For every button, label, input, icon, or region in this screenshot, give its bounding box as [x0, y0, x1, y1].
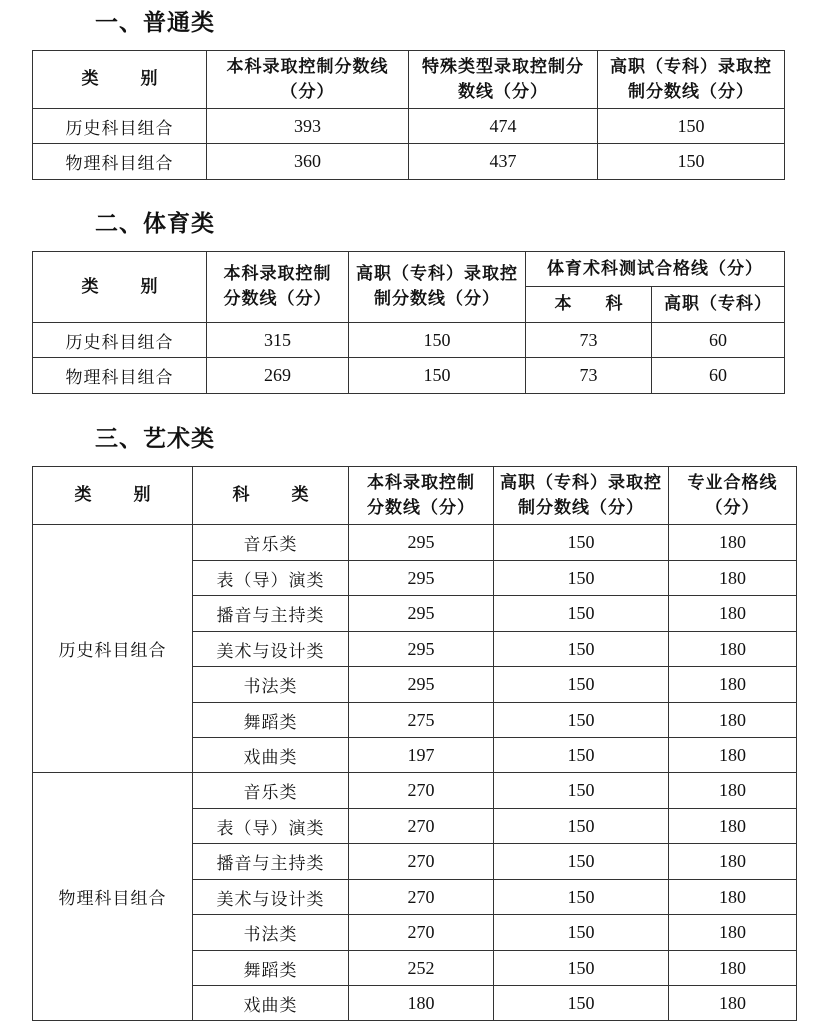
cell-bk: 295 — [349, 525, 494, 561]
cell-gz: 150 — [494, 844, 669, 880]
row-category: 历史科目组合 — [33, 525, 193, 773]
cell-gz: 150 — [598, 109, 785, 144]
cell-subject: 播音与主持类 — [193, 596, 349, 632]
cell-subject: 舞蹈类 — [193, 703, 349, 738]
cell-pro: 180 — [669, 596, 797, 632]
table-row — [33, 525, 797, 561]
cell-subject: 美术与设计类 — [193, 880, 349, 915]
cell-pro: 180 — [669, 809, 797, 844]
cell-bk: 270 — [349, 773, 494, 809]
row-category: 物理科目组合 — [33, 358, 207, 394]
row-category: 物理科目组合 — [33, 144, 207, 180]
cell-subject: 音乐类 — [193, 525, 349, 561]
cell-bk: 295 — [349, 596, 494, 632]
table-header-row — [33, 252, 785, 287]
row-category: 物理科目组合 — [33, 773, 193, 1021]
header-test-gz: 高职（专科） — [652, 287, 785, 323]
cell-bk: 393 — [207, 109, 409, 144]
cell-special: 474 — [409, 109, 598, 144]
table-row — [33, 323, 785, 358]
header-test-bk: 本 科 — [526, 287, 652, 323]
general-table — [32, 50, 785, 180]
cell-gz: 150 — [349, 323, 526, 358]
cell-gz: 150 — [494, 738, 669, 773]
cell-gz: 150 — [494, 773, 669, 809]
cell-gz: 150 — [494, 667, 669, 703]
cell-gz: 150 — [494, 809, 669, 844]
header-bk: 本科录取控制分数线（分） — [207, 51, 409, 109]
cell-pro: 180 — [669, 773, 797, 809]
cell-test-bk: 73 — [526, 323, 652, 358]
header-special: 特殊类型录取控制分数线（分） — [409, 51, 598, 109]
cell-bk: 295 — [349, 561, 494, 596]
header-category: 类 别 — [33, 51, 207, 109]
cell-bk: 360 — [207, 144, 409, 180]
cell-bk: 180 — [349, 986, 494, 1021]
table-header-row — [33, 51, 785, 109]
cell-pro: 180 — [669, 738, 797, 773]
cell-pro: 180 — [669, 880, 797, 915]
cell-pro: 180 — [669, 951, 797, 986]
cell-bk: 197 — [349, 738, 494, 773]
cell-subject: 戏曲类 — [193, 986, 349, 1021]
cell-pro: 180 — [669, 561, 797, 596]
table-row — [33, 109, 785, 144]
cell-pro: 180 — [669, 844, 797, 880]
table-row — [33, 358, 785, 394]
header-gz: 高职（专科）录取控制分数线（分） — [598, 51, 785, 109]
sports-table — [32, 251, 785, 394]
cell-pro: 180 — [669, 667, 797, 703]
header-gz: 高职（专科）录取控制分数线（分） — [494, 467, 669, 525]
header-bk: 本科录取控制分数线（分） — [207, 252, 349, 323]
header-gz: 高职（专科）录取控制分数线（分） — [349, 252, 526, 323]
cell-test-bk: 73 — [526, 358, 652, 394]
cell-gz: 150 — [494, 986, 669, 1021]
cell-pro: 180 — [669, 632, 797, 667]
section-heading-sports: 二、体育类 — [95, 211, 215, 237]
section-heading-general: 一、普通类 — [95, 10, 215, 36]
cell-bk: 269 — [207, 358, 349, 394]
cell-bk: 270 — [349, 880, 494, 915]
cell-subject: 表（导）演类 — [193, 561, 349, 596]
cell-bk: 252 — [349, 951, 494, 986]
row-category: 历史科目组合 — [33, 109, 207, 144]
table-row — [33, 773, 797, 809]
cell-bk: 275 — [349, 703, 494, 738]
table-row — [33, 144, 785, 180]
header-category: 类 别 — [33, 467, 193, 525]
cell-subject: 表（导）演类 — [193, 809, 349, 844]
cell-bk: 270 — [349, 844, 494, 880]
cell-subject: 戏曲类 — [193, 738, 349, 773]
cell-subject: 音乐类 — [193, 773, 349, 809]
cell-pro: 180 — [669, 703, 797, 738]
header-subject: 科 类 — [193, 467, 349, 525]
cell-gz: 150 — [494, 880, 669, 915]
cell-test-gz: 60 — [652, 358, 785, 394]
cell-pro: 180 — [669, 915, 797, 951]
row-category: 历史科目组合 — [33, 323, 207, 358]
cell-gz: 150 — [494, 525, 669, 561]
cell-gz: 150 — [494, 632, 669, 667]
cell-bk: 295 — [349, 667, 494, 703]
cell-bk: 270 — [349, 915, 494, 951]
cell-bk: 270 — [349, 809, 494, 844]
cell-gz: 150 — [494, 596, 669, 632]
cell-pro: 180 — [669, 986, 797, 1021]
header-pro: 专业合格线（分） — [669, 467, 797, 525]
art-table — [32, 466, 797, 1021]
cell-bk: 315 — [207, 323, 349, 358]
cell-subject: 播音与主持类 — [193, 844, 349, 880]
cell-subject: 书法类 — [193, 915, 349, 951]
cell-subject: 舞蹈类 — [193, 951, 349, 986]
cell-gz: 150 — [494, 951, 669, 986]
cell-pro: 180 — [669, 525, 797, 561]
cell-test-gz: 60 — [652, 323, 785, 358]
cell-gz: 150 — [494, 703, 669, 738]
cell-subject: 美术与设计类 — [193, 632, 349, 667]
header-bk: 本科录取控制分数线（分） — [349, 467, 494, 525]
cell-gz: 150 — [349, 358, 526, 394]
cell-gz: 150 — [598, 144, 785, 180]
header-category: 类 别 — [33, 252, 207, 323]
header-test: 体育术科测试合格线（分） — [526, 252, 785, 287]
cell-bk: 295 — [349, 632, 494, 667]
cell-gz: 150 — [494, 915, 669, 951]
cell-subject: 书法类 — [193, 667, 349, 703]
section-heading-art: 三、艺术类 — [95, 426, 215, 452]
cell-gz: 150 — [494, 561, 669, 596]
table-header-row — [33, 467, 797, 525]
cell-special: 437 — [409, 144, 598, 180]
